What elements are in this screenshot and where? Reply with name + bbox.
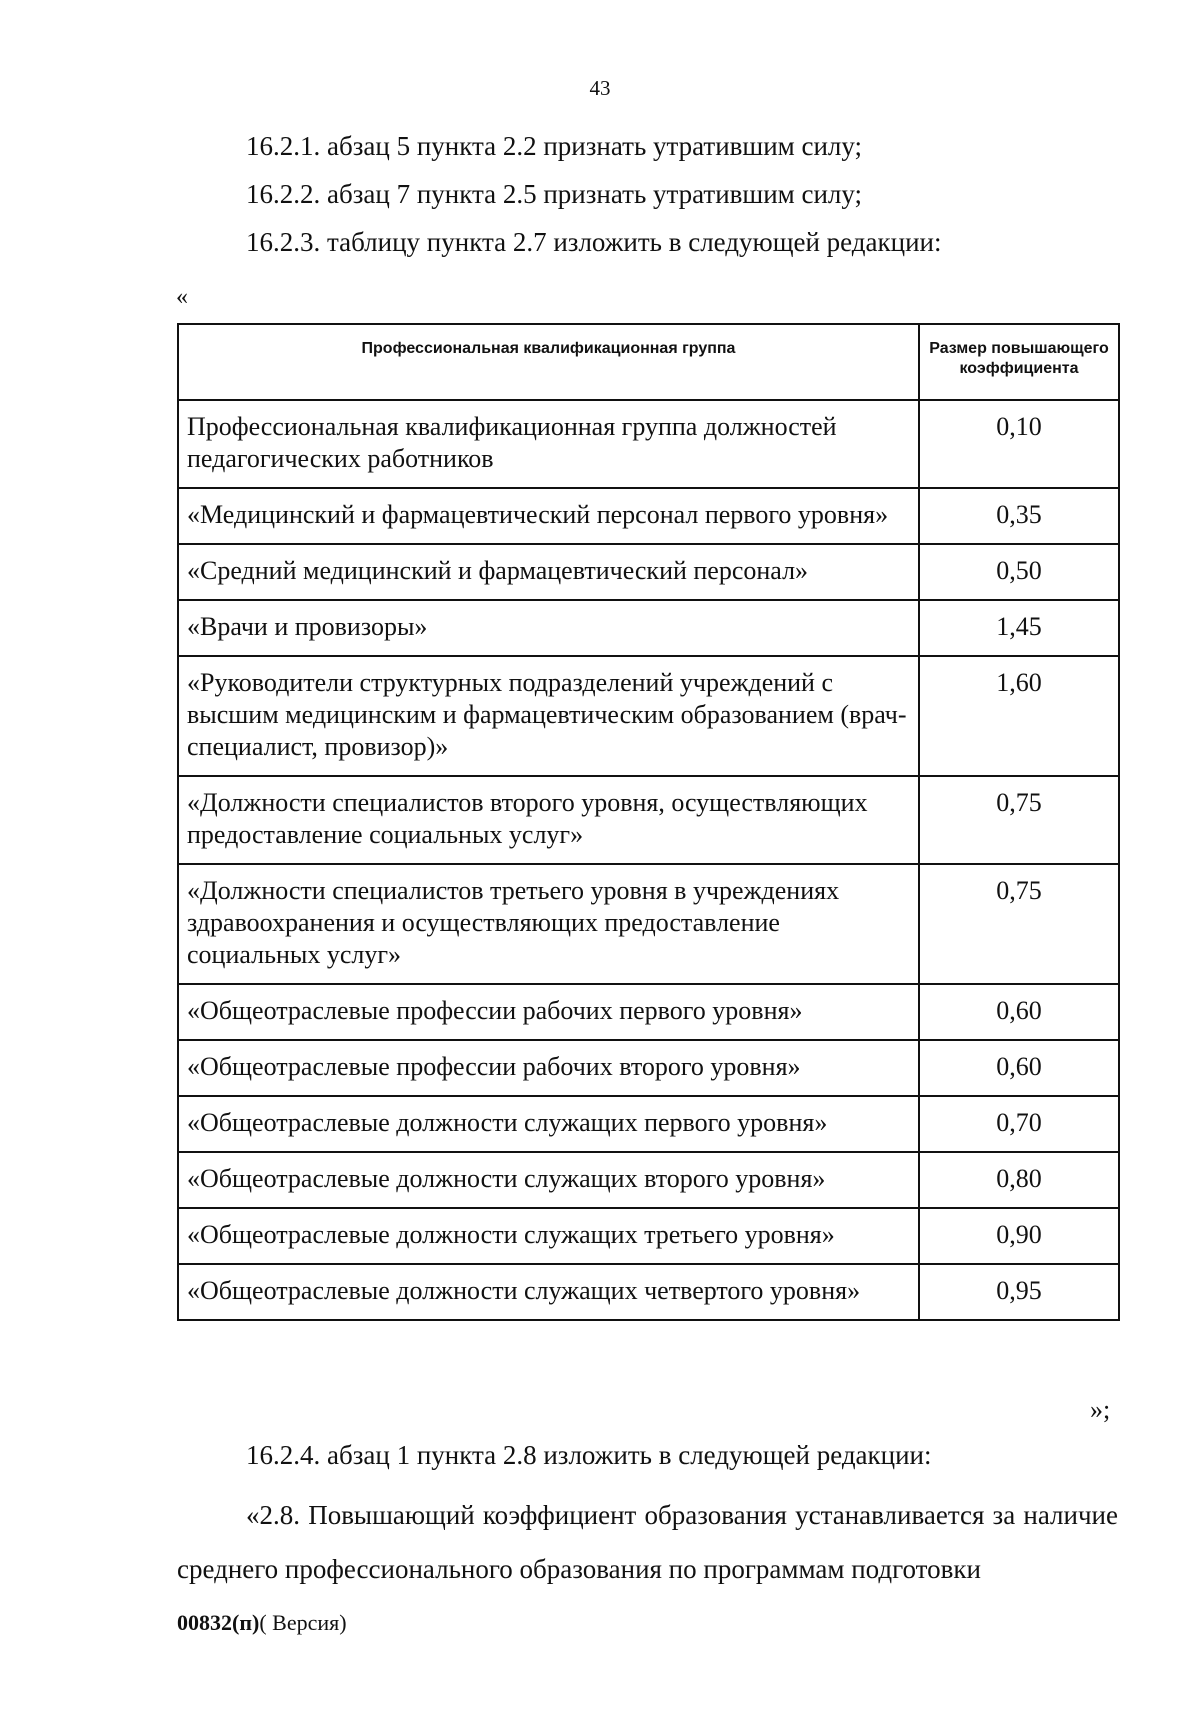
- table-row: [178, 1264, 1119, 1320]
- row-name: «Руководители структурных подразделений учреждений с высшим медицинским и фармацевтическим образованием (врач-специалист, провизор)»: [178, 656, 919, 776]
- row-name: «Медицинский и фармацевтический персонал первого уровня»: [178, 488, 919, 544]
- table-row: [178, 544, 1119, 600]
- row-value: 0,50: [919, 544, 1119, 600]
- row-value: 1,60: [919, 656, 1119, 776]
- table-row: [178, 488, 1119, 544]
- row-value: 0,80: [919, 1152, 1119, 1208]
- row-name: «Должности специалистов второго уровня, осуществляющих предоставление социальных услуг»: [178, 776, 919, 864]
- row-name: «Общеотраслевые должности служащих третьего уровня»: [178, 1208, 919, 1264]
- item-16-2-4: 16.2.4. абзац 1 пункта 2.8 изложить в следующей редакции:: [246, 1440, 932, 1470]
- document-version: ( Версия): [259, 1610, 347, 1635]
- table-header-row: [178, 324, 1119, 400]
- table-row: [178, 776, 1119, 864]
- coefficient-table: [177, 323, 1120, 1321]
- table-row: [178, 1096, 1119, 1152]
- row-value: 0,10: [919, 400, 1119, 488]
- row-name: «Врачи и провизоры»: [178, 600, 919, 656]
- table-open-quote: «: [176, 284, 188, 310]
- header-coefficient: Размер повышающего коэффициента: [919, 324, 1119, 400]
- header-group: Профессиональная квалификационная группа: [178, 324, 919, 400]
- row-value: 0,70: [919, 1096, 1119, 1152]
- row-value: 0,75: [919, 864, 1119, 984]
- table-row: [178, 400, 1119, 488]
- row-name: «Общеотраслевые профессии рабочих первого уровня»: [178, 984, 919, 1040]
- paragraph-2-8: «2.8. Повышающий коэффициент образования устанавливается за наличие среднего профессионального образования по программам подготовки: [177, 1500, 1118, 1584]
- table-row: [178, 984, 1119, 1040]
- table-row: [178, 656, 1119, 776]
- row-value: 0,90: [919, 1208, 1119, 1264]
- page-number: 43: [589, 76, 611, 100]
- row-name: «Средний медицинский и фармацевтический персонал»: [178, 544, 919, 600]
- row-value: 0,35: [919, 488, 1119, 544]
- row-value: 0,75: [919, 776, 1119, 864]
- row-value: 0,95: [919, 1264, 1119, 1320]
- row-value: 0,60: [919, 984, 1119, 1040]
- table-row: [178, 1040, 1119, 1096]
- document-code: [177, 1610, 347, 1636]
- row-name: «Общеотраслевые должности служащих второго уровня»: [178, 1152, 919, 1208]
- item-16-2-3: 16.2.3. таблицу пункта 2.7 изложить в следующей редакции:: [246, 227, 942, 257]
- item-16-2-2: 16.2.2. абзац 7 пункта 2.5 признать утратившим силу;: [246, 179, 863, 209]
- table-row: [178, 1152, 1119, 1208]
- table-row: [178, 864, 1119, 984]
- row-name: «Должности специалистов третьего уровня в учреждениях здравоохранения и осуществляющих предоставление социальных услуг»: [178, 864, 919, 984]
- table-close-quote: »;: [1090, 1395, 1111, 1424]
- row-value: 0,60: [919, 1040, 1119, 1096]
- table-row: [178, 1208, 1119, 1264]
- row-value: 1,45: [919, 600, 1119, 656]
- row-name: «Общеотраслевые должности служащих четвертого уровня»: [178, 1264, 919, 1320]
- row-name: «Общеотраслевые должности служащих первого уровня»: [178, 1096, 919, 1152]
- table-row: [178, 600, 1119, 656]
- row-name: Профессиональная квалификационная группа должностей педагогических работников: [178, 400, 919, 488]
- document-number: 00832(п): [177, 1610, 260, 1635]
- item-16-2-1: 16.2.1. абзац 5 пункта 2.2 признать утратившим силу;: [246, 131, 863, 161]
- row-name: «Общеотраслевые профессии рабочих второго уровня»: [178, 1040, 919, 1096]
